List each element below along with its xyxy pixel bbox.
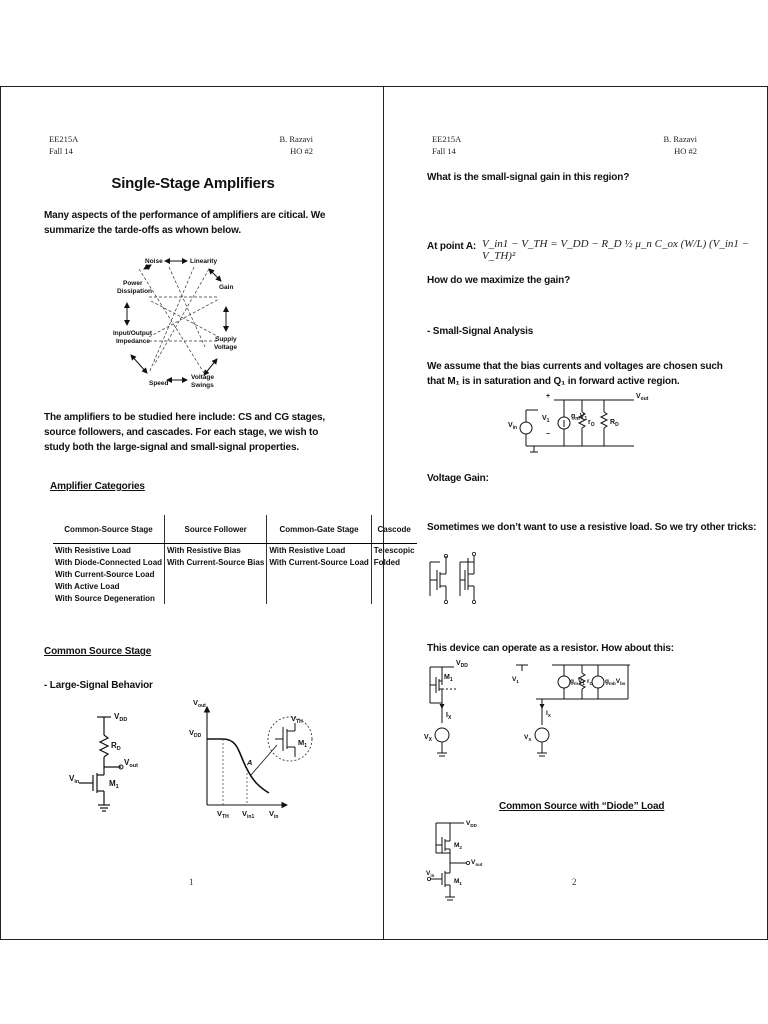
node-power-line2: Dissipation (117, 288, 153, 295)
model-ix-label: $I_X$ (546, 710, 551, 718)
diode-test-circuit (424, 659, 494, 769)
cs-vout-label: $V_{out}$ (124, 758, 138, 769)
table-header-cell: Cascode (371, 515, 416, 544)
node-io-line2: Impedance (116, 338, 150, 345)
table-cell: With Diode-Connected Load (53, 556, 165, 568)
table-cell: With Resistive Load (267, 544, 371, 557)
header-handout: HO #2 (290, 146, 313, 156)
cs-diode-vout-label: $V_{out}$ (471, 859, 483, 867)
cs-resistive-circuit (69, 709, 149, 824)
ss-ro-label: $r_O$ (588, 419, 595, 428)
point-a-equation: V_in1 − V_TH = V_DD − R_D ½ μ_n C_ox (W/L) (V_in1 − V_TH)² (482, 238, 750, 262)
cs-diode-m2-label: $M_2$ (454, 842, 462, 850)
ss-vin-label: $V_{in}$ (508, 422, 518, 431)
diode-connected-devices (424, 550, 484, 614)
node-power-line1: Power (123, 280, 143, 287)
large-signal-heading: - Large-Signal Behavior (44, 680, 153, 691)
ix-arrow-icon (540, 704, 545, 709)
table-header-row (53, 515, 417, 544)
ix-arrow-icon (440, 704, 445, 709)
header-course: EE215A (49, 134, 79, 144)
header-handout: HO #2 (674, 146, 697, 156)
model-gmb-label: $g_{mb}V_{bs}$ (605, 678, 626, 686)
header-term: Fall 14 (49, 146, 73, 156)
inset-m1-label: $M_1$ (298, 738, 308, 749)
table-cell: With Resistive Bias (165, 544, 267, 557)
page-2 (384, 87, 768, 939)
ss-rd-label: $R_D$ (610, 419, 619, 428)
node-linearity: Linearity (190, 258, 218, 265)
cs-diode-m1-label: $M_1$ (454, 878, 462, 886)
node-noise: Noise (145, 258, 163, 265)
node-speed: Speed (149, 380, 169, 387)
node-io-line1: Input/Output (113, 330, 152, 337)
diode-vdd-label: $V_{DD}$ (456, 660, 468, 669)
inset-pointer (251, 745, 277, 775)
inset-vth-label: $V_{TH}$ (291, 714, 303, 725)
table-row (53, 592, 417, 604)
model-ro-label: $r_O$ (587, 678, 594, 686)
curve-vin-label: $V_{in}$ (269, 809, 279, 820)
header-term: Fall 14 (432, 146, 456, 156)
model-v1-label: $V_1$ (512, 676, 519, 684)
ss-v1-label: $V_1$ (542, 415, 550, 424)
cs-transfer-curve (187, 695, 317, 820)
tradeoff-diagram (109, 247, 249, 407)
ss-vout-label: $V_{out}$ (636, 393, 649, 402)
assumption-paragraph: We assume that the bias currents and voltages are chosen such that M₁ is in saturation and Q₁ in forward active region. (427, 361, 723, 387)
table-header-cell: Common-Gate Stage (267, 515, 371, 544)
intro-paragraph: Many aspects of the performance of amplifiers are citical. We summarize the tarde-offs as whown below. (44, 210, 326, 236)
ss-minus: − (546, 431, 551, 438)
tradeoff-arrows (127, 261, 226, 380)
tricks-paragraph: Sometimes we don’t want to use a resistive load. So we try other tricks: (427, 522, 757, 533)
table-cell: With Current-Source Load (267, 556, 371, 568)
diode-small-signal-model (512, 655, 632, 769)
cs-diode-vdd-label: $V_{DD}$ (466, 820, 477, 828)
table-row (53, 556, 417, 568)
table-header-cell: Common-Source Stage (53, 515, 165, 544)
node-supply-line1: Supply (215, 336, 237, 343)
categories-heading: Amplifier Categories (50, 481, 145, 492)
cs-vdd-label: $V_{DD}$ (114, 712, 128, 723)
table-cell: With Resistive Load (53, 544, 165, 557)
cs-m1-label: $M_1$ (109, 779, 119, 790)
diode-vx-label: $V_X$ (424, 734, 433, 743)
table-row (53, 580, 417, 592)
table-cell: With Current-Source Bias (165, 556, 267, 568)
header-course: EE215A (432, 134, 462, 144)
small-signal-heading: - Small-Signal Analysis (427, 326, 534, 337)
page-number: 1 (189, 877, 194, 887)
node-swings-line2: Swings (191, 382, 214, 389)
gain-question: What is the small-signal gain in this region? (427, 172, 630, 183)
node-swings-line1: Voltage (191, 374, 214, 381)
page-1 (0, 87, 415, 939)
page-title: Single-Stage Amplifiers (111, 175, 275, 192)
curve-vdd-label: $V_{DD}$ (189, 728, 202, 739)
table-cell: With Current-Source Load (53, 568, 165, 580)
diode-load-heading: Common Source with “Diode” Load (499, 801, 665, 812)
maximize-question: How do we maximize the gain? (427, 275, 571, 286)
table-cell: With Source Degeneration (53, 592, 165, 604)
diode-ix-label: $I_X$ (446, 712, 452, 721)
model-vx-label: $V_X$ (524, 734, 532, 742)
curve-vout-label: $V_{out}$ (193, 698, 206, 709)
tradeoff-dashed-links (139, 267, 219, 373)
two-page-handout (0, 86, 768, 940)
ss-gm-label: $g_mV_1$ (571, 413, 588, 422)
studied-paragraph: The amplifiers to be studied here include: CS and CG stages, source followers, and cascades. For each stage, we wish to study both the large-signal and small-signal properties. (44, 412, 326, 453)
cs-diode-load-circuit (426, 817, 506, 912)
header-author: B. Razavi (279, 134, 313, 144)
cs-rd-label: $R_D$ (111, 741, 121, 752)
curve-point-a: A (247, 758, 253, 767)
diode-m1-label: $M_1$ (444, 674, 453, 683)
table-row (53, 568, 417, 580)
voltage-gain-label: Voltage Gain: (427, 473, 489, 484)
header-left (49, 133, 78, 157)
inset-circle (268, 717, 312, 761)
curve-vin1-label: $V_{in1}$ (242, 809, 255, 820)
header-author: B. Razavi (663, 134, 697, 144)
table-cell: Folded (373, 557, 401, 567)
model-gm-label: $g_mV_1$ (570, 678, 585, 686)
categories-table (53, 515, 417, 604)
cs-vin-label: $V_{in}$ (69, 774, 80, 785)
table-row (53, 544, 417, 557)
cs-stage-heading: Common Source Stage (44, 646, 152, 657)
cs-diode-vin-label: $V_{in}$ (426, 870, 435, 878)
point-a-label: At point A: (427, 241, 477, 252)
table-cell: Telescopic (373, 545, 415, 555)
ss-plus: + (546, 393, 551, 400)
node-supply-line2: Voltage (214, 344, 237, 351)
resistor-question: This device can operate as a resistor. How about this: (427, 643, 674, 654)
node-gain: Gain (219, 284, 234, 291)
header-left (432, 133, 461, 157)
page-number: 2 (572, 877, 577, 887)
header-right (279, 133, 313, 157)
small-signal-circuit (504, 390, 654, 462)
header-right (663, 133, 697, 157)
table-header-cell: Source Follower (165, 515, 267, 544)
table-cell: With Active Load (53, 580, 165, 592)
curve-vth-label: $V_{TH}$ (217, 809, 229, 820)
